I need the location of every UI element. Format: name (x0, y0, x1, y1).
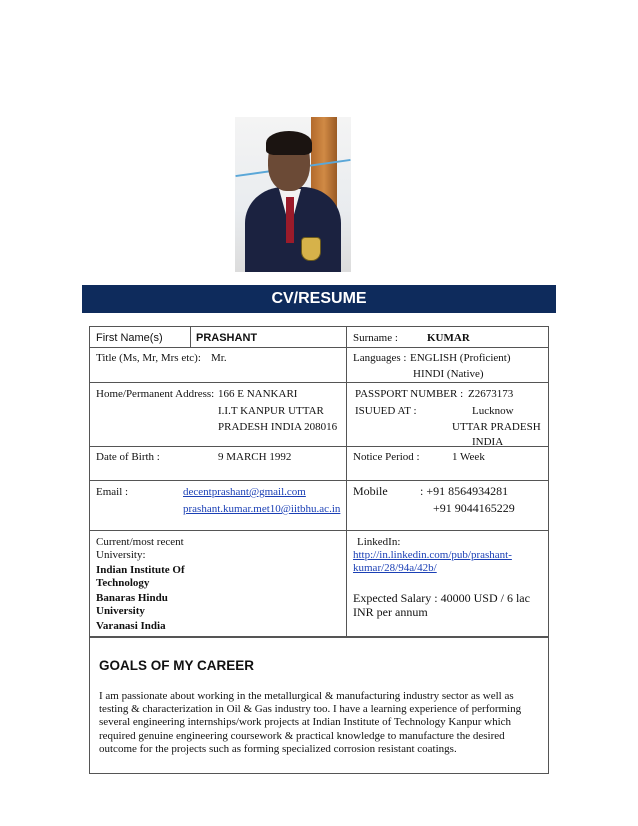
address-line-2: I.I.T KANPUR UTTAR (218, 405, 324, 417)
email-link-2[interactable]: prashant.kumar.met10@iitbhu.ac.in (183, 503, 341, 515)
university-label-2: University: (96, 549, 146, 561)
issued-state: UTTAR PRADESH (452, 421, 541, 433)
mobile-number-1: : +91 8564934281 (420, 484, 509, 498)
university-2-line-1: Banaras Hindu (96, 592, 168, 604)
expected-salary-line-2: INR per annum (353, 605, 428, 619)
surname-label: Surname : (353, 332, 398, 344)
university-2-line-2: University (96, 605, 145, 617)
language-hindi: HINDI (Native) (413, 368, 484, 380)
address-line-1: 166 E NANKARI (218, 388, 298, 400)
language-english: ENGLISH (Proficient) (410, 352, 511, 364)
notice-label: Notice Period : (353, 451, 420, 463)
linkedin-label: LinkedIn: (357, 536, 401, 548)
languages-label: Languages : (353, 352, 407, 364)
dob-value: 9 MARCH 1992 (218, 451, 292, 463)
address-label: Home/Permanent Address: (96, 388, 215, 400)
email-label: Email : (96, 486, 129, 498)
cv-banner: CV/RESUME (82, 285, 556, 313)
mobile-label: Mobile (353, 484, 388, 498)
linkedin-link-2[interactable]: kumar/28/94a/42b/ (353, 562, 437, 574)
university-1-line-1: Indian Institute Of (96, 564, 185, 576)
profile-photo (235, 117, 351, 272)
linkedin-link-1[interactable]: http://in.linkedin.com/pub/prashant- (353, 549, 512, 561)
university-label-1: Current/most recent (96, 536, 184, 548)
issued-label: ISUUED AT : (355, 405, 417, 417)
address-line-3: PRADESH INDIA 208016 (218, 421, 338, 433)
career-goals-section (89, 637, 549, 774)
email-link-1[interactable]: decentprashant@gmail.com (183, 486, 306, 498)
passport-label: PASSPORT NUMBER : (355, 388, 464, 400)
dob-label: Date of Birth : (96, 451, 160, 463)
first-name-value: PRASHANT (196, 332, 258, 344)
expected-salary-line-1: Expected Salary : 40000 USD / 6 lac (353, 591, 530, 605)
university-1-line-2: Technology (96, 577, 150, 589)
title-label: Title (Ms, Mr, Mrs etc): (96, 352, 201, 364)
notice-value: 1 Week (452, 451, 485, 463)
issued-city: Lucknow (472, 405, 514, 417)
first-name-label: First Name(s) (96, 332, 163, 344)
goals-text: I am passionate about working in the metallurgical & manufacturing industry sector as well as testing & characterization in Oil & Gas industry too. I have a learning experience of performing several engineering internships/work projects at Indian Institute of Technology Kanpur which required genuine engineering coursework & practical knowledge to manufacture the desired outcome for the projects such as forming specialized corrosion resistant coatings. (99, 690, 522, 755)
title-value: Mr. (211, 352, 227, 364)
surname-value: KUMAR (427, 332, 470, 344)
mobile-number-2: +91 9044165229 (433, 501, 515, 515)
passport-value: Z2673173 (468, 388, 514, 400)
university-location: Varanasi India (96, 620, 166, 632)
issued-country: INDIA (472, 436, 504, 448)
personal-details-table (89, 326, 549, 637)
goals-heading: GOALS OF MY CAREER (99, 658, 255, 673)
